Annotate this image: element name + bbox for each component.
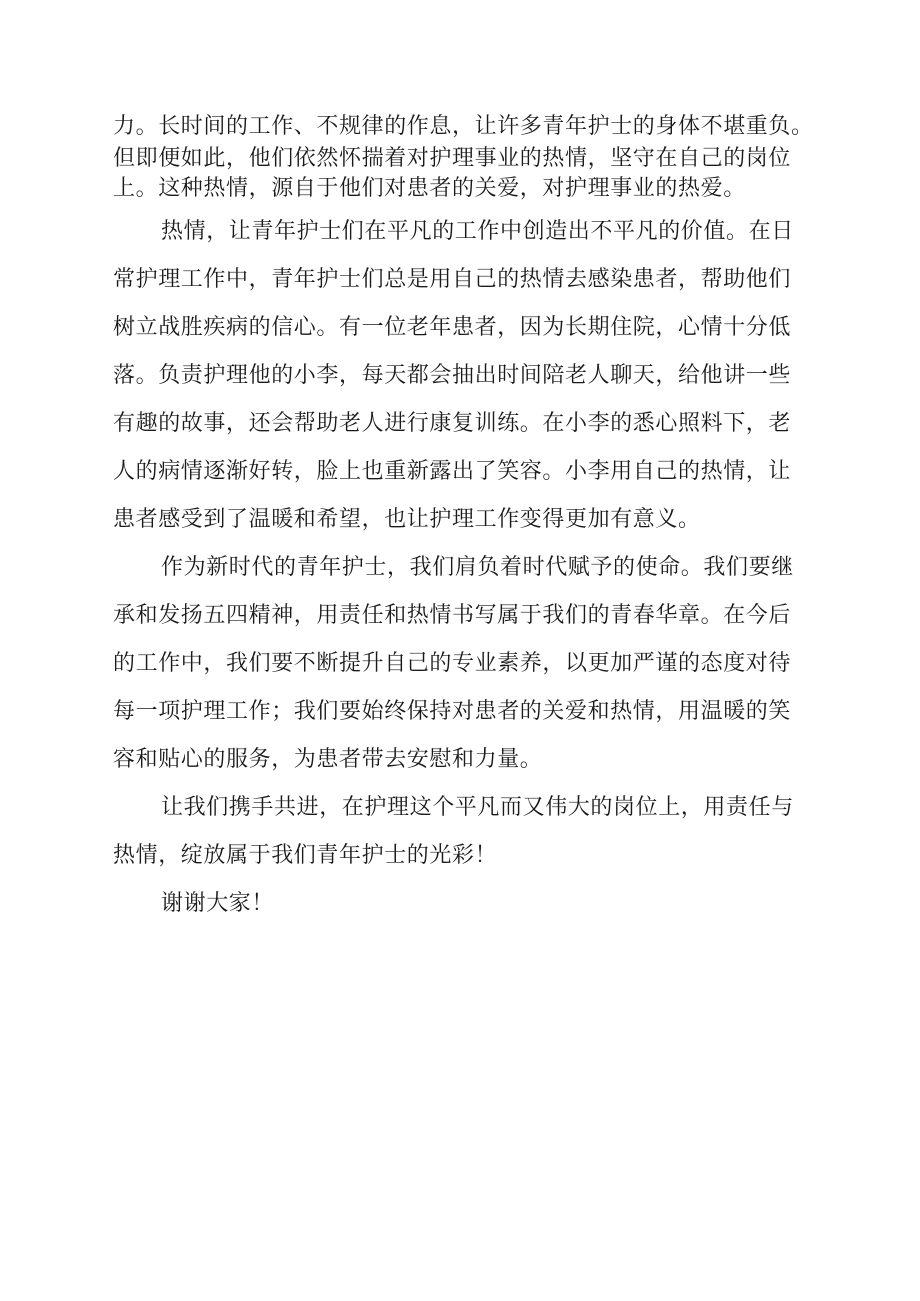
text-line: 但即便如此，他们依然怀揣着对护理事业的热情，坚守在自己的岗位 [113, 146, 792, 171]
text-line: 常护理工作中，青年护士们总是用自己的热情去感染患者，帮助他们 [113, 267, 792, 292]
text-line: 力。长时间的工作、不规律的作息，让许多青年护士的身体不堪重负。 [113, 114, 814, 139]
text-line: 让我们携手共进，在护理这个平凡而又伟大的岗位上，用责任与 [161, 795, 794, 820]
text-line: 有趣的故事，还会帮助老人进行康复训练。在小李的悉心照料下，老 [113, 411, 792, 436]
text-line: 容和贴心的服务，为患者带去安慰和力量。 [113, 747, 543, 772]
text-line: 树立战胜疾病的信心。有一位老年患者，因为长期住院，心情十分低 [113, 315, 792, 340]
text-line: 热情，绽放属于我们青年护士的光彩！ [113, 843, 498, 868]
text-line: 作为新时代的青年护士，我们肩负着时代赋予的使命。我们要继 [161, 555, 794, 580]
text-line: 落。负责护理他的小李，每天都会抽出时间陪老人聊天，给他讲一些 [113, 363, 792, 388]
text-line: 热情，让青年护士们在平凡的工作中创造出不平凡的价值。在日 [161, 219, 794, 244]
text-line: 患者感受到了温暖和希望，也让护理工作变得更加有意义。 [113, 507, 701, 532]
text-line: 承和发扬五四精神，用责任和热情书写属于我们的青春华章。在今后 [113, 603, 792, 628]
closing-line: 谢谢大家！ [161, 891, 275, 916]
text-line: 每一项护理工作；我们要始终保持对患者的关爱和热情，用温暖的笑 [113, 699, 792, 724]
text-line: 上。这种热情，源自于他们对患者的关爱，对护理事业的热爱。 [113, 176, 746, 201]
text-line: 人的病情逐渐好转，脸上也重新露出了笑容。小李用自己的热情，让 [113, 459, 792, 484]
text-line: 的工作中，我们要不断提升自己的专业素养，以更加严谨的态度对待 [113, 651, 792, 676]
